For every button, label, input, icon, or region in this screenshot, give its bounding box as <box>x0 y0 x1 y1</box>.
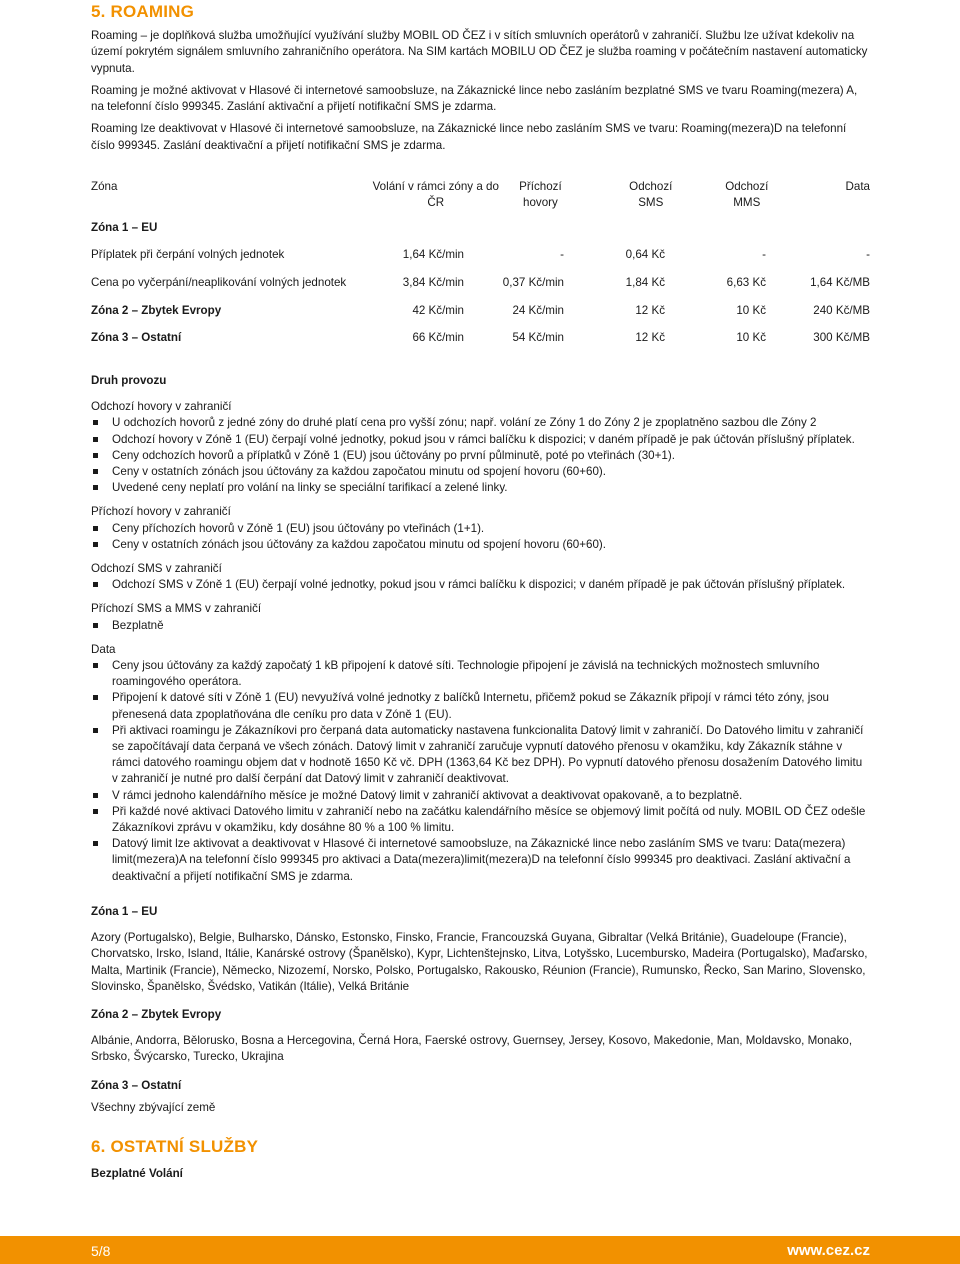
list-item: Ceny jsou účtovány za každý započatý 1 kB připojení k datové síti. Technologie připojení je závislá na technických možnostech smluvního roamingového operátora. <box>91 658 871 690</box>
table-header-cell: Odchozí SMS <box>629 180 673 209</box>
table-cell: 1,64 Kč/MB <box>810 276 870 289</box>
section-heading-ostatni: 6. OSTATNÍ SLUŽBY <box>91 1137 259 1156</box>
roaming-intro <box>91 28 871 160</box>
table-cell: 1,84 Kč <box>625 276 665 289</box>
list-item: Odchozí SMS v Zóně 1 (EU) čerpají volné jednotky, pokud jsou v rámci balíčku k dispozici; v daném případě je pak účtován příslušný příplatek. <box>91 577 881 593</box>
list-item: Při každé nové aktivaci Datového limitu v zahraničí nebo na začátku kalendářního měsíce se objemový limit počítá od nuly. MOBIL OD ČEZ odešle Zákazníkovi zprávu v okamžiku, kdy dosáhne 80 % a 100 % limitu. <box>91 804 871 836</box>
list-item: Datový limit lze aktivovat a deaktivovat v Hlasové či internetové samoobsluze, na Zákaznické lince nebo zasláním SMS ve tvaru: Data(mezera) limit(mezera)A na telefonní číslo 999345 pro aktivaci a Data(mezera)limit(mezera)D na telefonní číslo 999345 pro deaktivaci. Zaslání aktivační a deaktivační a přijetí notifikační SMS je zdarma. <box>91 836 871 885</box>
table-header-cell: Zóna <box>91 180 118 193</box>
table-cell: Zóna 2 – Zbytek Evropy <box>91 304 222 317</box>
bullet-list <box>91 521 881 553</box>
table-cell: 10 Kč <box>736 304 766 317</box>
table-cell: 54 Kč/min <box>512 331 564 344</box>
ostatni-subheading: Bezplatné Volání <box>91 1167 183 1180</box>
table-zone-label <box>91 220 870 236</box>
paragraph: Roaming lze deaktivovat v Hlasové či internetové samoobsluze, na Zákaznické lince nebo zasláním SMS ve tvaru: Roaming(mezera)D na telefonní číslo 999345. Zaslání deaktivační a přijetí notifikační SMS je zdarma. <box>91 122 847 152</box>
table-header-cell: Data <box>845 180 871 193</box>
table-cell: 0,37 Kč/min <box>502 276 564 289</box>
table-cell: - <box>560 248 564 261</box>
group-odchozi-sms <box>91 561 881 593</box>
group-odchozi-hovory <box>91 399 881 496</box>
group-title: Odchozí SMS v zahraničí <box>91 562 222 576</box>
table-cell: 12 Kč <box>635 304 665 317</box>
bullet-list <box>91 415 881 496</box>
zone-title: Zóna 3 – Ostatní <box>91 1079 182 1092</box>
zone-title: Zóna 1 – EU <box>91 905 158 918</box>
group-data <box>91 642 881 885</box>
table-cell: 10 Kč <box>736 331 766 344</box>
list-item: Ceny v ostatních zónách jsou účtovány za každou započatou minutu od spojení hovoru (60+60). <box>91 537 881 553</box>
bullet-list <box>91 658 881 885</box>
zone3-section <box>91 1078 875 1116</box>
bullet-list <box>91 577 881 593</box>
table-row <box>91 303 870 319</box>
table-header-cell: Příchozí hovory <box>519 180 562 209</box>
group-title: Příchozí SMS a MMS v zahraničí <box>91 602 262 616</box>
table-row <box>91 247 870 263</box>
provoz-section <box>91 373 881 885</box>
paragraph: Roaming je možné aktivovat v Hlasové či internetové samoobsluze, na Zákaznické lince nebo zasláním bezplatné SMS ve tvaru Roaming(mezera) A, na telefonní číslo 999345. Zaslání aktivační a přijetí notifikační SMS je zdarma. <box>91 83 858 114</box>
zone-title: Zóna 2 – Zbytek Evropy <box>91 1008 222 1021</box>
list-item: Ceny odchozích hovorů a příplatků v Zóně 1 (EU) jsou účtovány po první půlminutě, poté po vteřinách (30+1). <box>91 448 881 464</box>
table-header-cell: Odchozí MMS <box>725 180 769 209</box>
zone-countries: Albánie, Andorra, Bělorusko, Bosna a Hercegovina, Černá Hora, Faerské ostrovy, Guernsey, Jersey, Kosovo, Makedonie, Man, Moldavsko, Monako, Srbsko, Švýcarsko, Turecko, Ukrajina <box>91 1034 853 1064</box>
zone2-section <box>91 1007 875 1066</box>
list-item: Uvedené ceny neplatí pro volání na linky se speciální tarifikací a zelené linky. <box>91 480 881 496</box>
table-cell: Zóna 3 – Ostatní <box>91 331 182 344</box>
table-cell: Cena po vyčerpání/neaplikování volných jednotek <box>91 276 347 289</box>
table-header-row <box>91 179 870 211</box>
table-row <box>91 330 870 346</box>
list-item: U odchozích hovorů z jedné zóny do druhé platí cena pro vyšší zónu; např. volání ze Zóny 1 do Zóny 2 je zpoplatněno sazbou dle Zóny 2 <box>91 415 881 431</box>
table-cell: 6,63 Kč <box>726 276 766 289</box>
zone-countries: Všechny zbývající země <box>91 1101 216 1115</box>
table-cell: 66 Kč/min <box>412 331 464 344</box>
website-link[interactable]: www.cez.cz <box>787 1242 870 1259</box>
table-cell: 42 Kč/min <box>412 304 464 317</box>
zone-countries: Azory (Portugalsko), Belgie, Bulharsko, Dánsko, Estonsko, Finsko, Francie, Francouzská Guyana, Gibraltar (Velká Británie), Guadeloupe (Francie), Chorvatsko, Irsko, Island, Itálie, Kanárské ostrovy (Španělsko), Kypr, Lichtenštejnsko, Litva, Lotyšsko, Lucembursko, Madeira (Portugalsko), Maďarsko, Malta, Martinik (Francie), Německo, Nizozemí, Norsko, Polsko, Portugalsko, Rakousko, Réunion (Francie), Rumunsko, Řecko, San Marino, Slovensko, Slovinsko, Španělsko, Švédsko, Vatikán (Itálie), Velká Británie <box>91 931 868 993</box>
table-cell: - <box>762 248 766 261</box>
list-item: Ceny příchozích hovorů v Zóně 1 (EU) jsou účtovány po vteřinách (1+1). <box>91 521 881 537</box>
table-header-cell: Volání v rámci zóny a do ČR <box>372 180 499 209</box>
list-item: Při aktivaci roamingu je Zákazníkovi pro čerpaná data automaticky nastavena funkcionalita Datový limit v zahraničí. Do Datového limitu v zahraničí se započítávají data čerpaná ve všech zónách. Datový limit v zahraničí zaručuje vypnutí datového přenosu v okamžiku, kdy Zákazník stáhne v rámci datového roamingu objem dat v hodnotě 1650 Kč vč. DPH (1363,64 Kč bez DPH). Po vypnutí datového přenosu dosažením Datového limitu v zahraničí je nutné pro další čerpání dat Datový limit v zahraničí deaktivovat. <box>91 723 871 788</box>
bullet-list <box>91 618 881 634</box>
group-title: Příchozí hovory v zahraničí <box>91 505 231 519</box>
provoz-heading: Druh provozu <box>91 374 167 387</box>
group-prichozi-hovory <box>91 504 881 553</box>
table-cell: 240 Kč/MB <box>813 304 870 317</box>
table-cell: 300 Kč/MB <box>813 331 870 344</box>
list-item: Bezplatně <box>91 618 881 634</box>
zone1-section <box>91 904 875 995</box>
page-footer <box>0 1236 960 1264</box>
group-title: Data <box>91 642 116 656</box>
table-cell: 1,64 Kč/min <box>402 248 464 261</box>
page-number: 5/8 <box>91 1243 111 1259</box>
table-cell: 12 Kč <box>635 331 665 344</box>
section-heading-roaming: 5. ROAMING <box>91 2 195 21</box>
group-title: Odchozí hovory v zahraničí <box>91 400 232 414</box>
table-cell: 0,64 Kč <box>625 248 665 261</box>
table-cell: 24 Kč/min <box>512 304 564 317</box>
list-item: Připojení k datové síti v Zóně 1 (EU) nevyužívá volné jednotky z balíčků Internetu, přičemž pokud se Zákazník připojí v rámci této zóny, jsou přenesená data zpoplatňována dle ceníku pro data v Zóně 1 (EU). <box>91 690 871 722</box>
table-row <box>91 275 870 291</box>
paragraph: Roaming – je doplňková služba umožňující využívání služby MOBIL OD ČEZ i v sítích smluvních operátorů v zahraničí. Službu lze užívat kdekoliv na území pokrytém signálem smluvního zahraničního operátora. Na SIM kartách MOBILU OD ČEZ je služba roaming v počátečním nastavení automaticky vypnuta. <box>91 29 868 75</box>
table-cell: 3,84 Kč/min <box>402 276 464 289</box>
list-item: V rámci jednoho kalendářního měsíce je možné Datový limit v zahraničí aktivovat a deaktivovat opakovaně, a to bezplatně. <box>91 788 871 804</box>
group-prichozi-sms-mms <box>91 601 881 633</box>
zone1-label: Zóna 1 – EU <box>91 221 158 234</box>
list-item: Ceny v ostatních zónách jsou účtovány za každou započatou minutu od spojení hovoru (60+60). <box>91 464 881 480</box>
table-cell: Příplatek při čerpání volných jednotek <box>91 248 285 261</box>
table-cell: - <box>866 248 870 261</box>
list-item: Odchozí hovory v Zóně 1 (EU) čerpají volné jednotky, pokud jsou v rámci balíčku k dispozici; v daném případě je pak účtován příslušný příplatek. <box>91 432 881 448</box>
